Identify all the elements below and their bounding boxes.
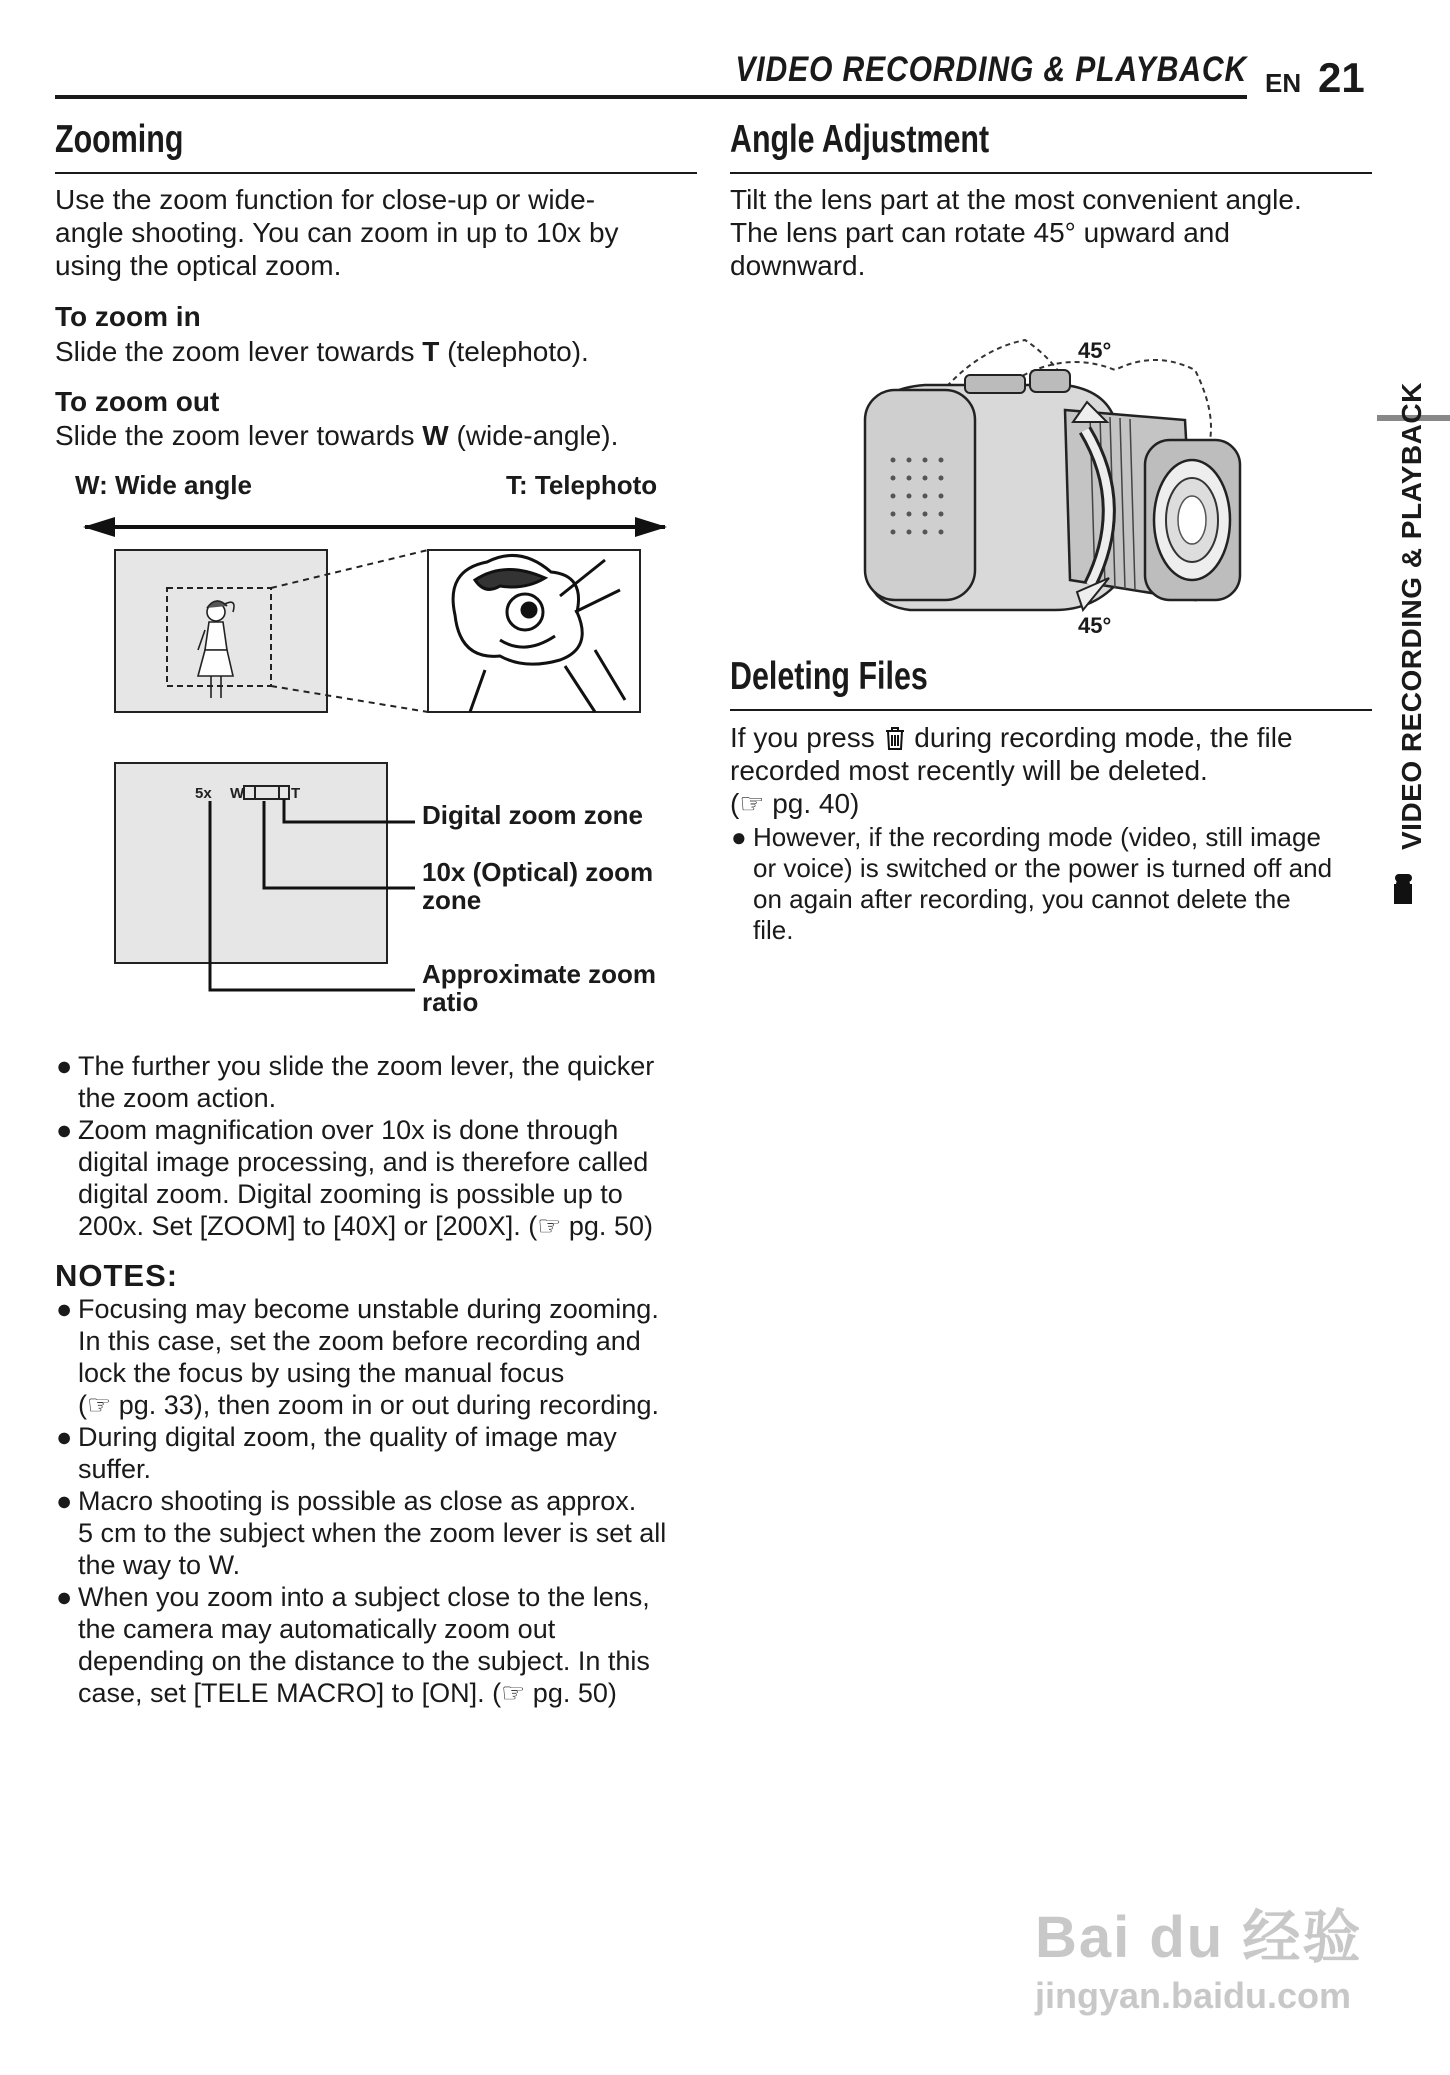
text-line: However, if the recording mode (video, still image bbox=[753, 822, 1321, 852]
angle-title-rule bbox=[730, 172, 1372, 174]
zoom-out-text bbox=[55, 419, 618, 452]
text-line: the camera may automatically zoom out bbox=[78, 1614, 556, 1644]
zoom-in-heading: To zoom in bbox=[55, 301, 201, 332]
zoom-direction-arrow bbox=[83, 517, 667, 537]
zooming-intro bbox=[55, 183, 695, 282]
text-line: the way to W. bbox=[78, 1550, 241, 1580]
header-section-title: VIDEO RECORDING & PLAYBACK bbox=[735, 50, 1247, 89]
text-line: ratio bbox=[422, 987, 479, 1017]
text-line: lock the focus by using the manual focus bbox=[78, 1358, 565, 1388]
angle-text bbox=[730, 183, 1370, 282]
angle-up-label: 45° bbox=[1078, 338, 1112, 363]
text-line: The lens part can rotate 45° upward and bbox=[730, 217, 1230, 248]
zoom-in-text-post: (telephoto). bbox=[439, 336, 589, 367]
bullet-icon: ● bbox=[56, 1115, 73, 1145]
list-item bbox=[55, 1421, 705, 1485]
notes-list bbox=[55, 1293, 705, 1709]
angle-down-label: 45° bbox=[1078, 613, 1112, 638]
header-rule bbox=[55, 95, 1247, 99]
deleting-text-post: during recording mode, the file bbox=[906, 722, 1293, 753]
text-line: digital image processing, and is therefore called bbox=[78, 1147, 649, 1177]
zooming-title: Zooming bbox=[55, 118, 184, 161]
text-line: recorded most recently will be deleted. bbox=[730, 755, 1208, 786]
bullet-icon: ● bbox=[56, 1422, 73, 1452]
text-line: (☞ pg. 40) bbox=[730, 788, 860, 819]
text-line: 10x (Optical) zoom bbox=[422, 857, 654, 887]
bullet-icon: ● bbox=[56, 1582, 73, 1612]
bullet-icon: ● bbox=[56, 1294, 73, 1324]
trash-icon bbox=[883, 725, 907, 751]
zoom-indicator-w: W bbox=[230, 785, 245, 802]
text-line: case, set [TELE MACRO] to [ON]. (☞ pg. 50) bbox=[78, 1678, 617, 1708]
text-line: zone bbox=[422, 885, 482, 915]
optical-zoom-callout bbox=[422, 858, 653, 914]
watermark-brand: Bai du 经验 bbox=[1035, 1905, 1363, 1970]
text-line: file. bbox=[753, 915, 794, 945]
approx-zoom-callout bbox=[422, 960, 656, 1016]
text-line: Focusing may become unstable during zooming. bbox=[78, 1294, 659, 1324]
deleting-bullets bbox=[730, 822, 1380, 946]
zoom-in-text-pre: Slide the zoom lever towards bbox=[55, 336, 423, 367]
text-line: Approximate zoom bbox=[422, 959, 657, 989]
bullet-icon: ● bbox=[56, 1051, 73, 1081]
text-line: angle shooting. You can zoom in up to 10x by bbox=[55, 217, 619, 248]
text-line: The further you slide the zoom lever, the quicker bbox=[78, 1051, 655, 1081]
camcorder-illustration bbox=[855, 330, 1255, 620]
deleting-title-rule bbox=[730, 709, 1372, 711]
telephoto-label: T: Telephoto bbox=[506, 470, 658, 500]
deleting-text bbox=[730, 721, 1380, 820]
text-line: Tilt the lens part at the most convenient angle. bbox=[730, 184, 1302, 215]
text-line bbox=[730, 721, 1380, 754]
zoom-out-key: W bbox=[422, 420, 449, 451]
deleting-files-title: Deleting Files bbox=[730, 655, 928, 698]
zooming-bullets bbox=[55, 1050, 705, 1242]
text-line: Use the zoom function for close-up or wide- bbox=[55, 184, 596, 215]
notes-heading: NOTES: bbox=[55, 1258, 179, 1293]
zoom-illustration bbox=[55, 500, 695, 1020]
zoom-indicator-t: T bbox=[291, 785, 301, 802]
zoom-ratio-readout: 5x bbox=[195, 785, 212, 802]
zoom-in-key: T bbox=[422, 336, 440, 367]
zoom-out-heading: To zoom out bbox=[55, 386, 220, 417]
text-line: downward. bbox=[730, 250, 866, 281]
list-item bbox=[730, 822, 1380, 946]
video-camera-icon bbox=[1390, 872, 1416, 906]
zoom-out-text-post: (wide-angle). bbox=[448, 420, 619, 451]
text-line: 5 cm to the subject when the zoom lever is set all bbox=[78, 1518, 667, 1548]
list-item bbox=[55, 1581, 705, 1709]
text-line: Zoom magnification over 10x is done through bbox=[78, 1115, 619, 1145]
bullet-icon: ● bbox=[56, 1486, 73, 1516]
wide-angle-label: W: Wide angle bbox=[75, 470, 252, 500]
watermark-url: jingyan.baidu.com bbox=[1035, 1975, 1352, 2016]
digital-zoom-callout: Digital zoom zone bbox=[422, 800, 643, 830]
side-tab-label: VIDEO RECORDING & PLAYBACK bbox=[1396, 382, 1427, 850]
text-line: Macro shooting is possible as close as approx. bbox=[78, 1486, 637, 1516]
bullet-icon: ● bbox=[731, 822, 747, 852]
text-line: During digital zoom, the quality of image may bbox=[78, 1422, 617, 1452]
angle-adjustment-title: Angle Adjustment bbox=[730, 118, 990, 161]
text-line: on again after recording, you cannot delete the bbox=[753, 884, 1291, 914]
list-item bbox=[55, 1293, 705, 1421]
page-number: 21 bbox=[1318, 54, 1365, 101]
zoom-in-text bbox=[55, 335, 589, 368]
text-line: suffer. bbox=[78, 1454, 152, 1484]
deleting-text-pre: If you press bbox=[730, 722, 883, 753]
text-line: When you zoom into a subject close to the lens, bbox=[78, 1582, 650, 1612]
text-line: or voice) is switched or the power is turned off and bbox=[753, 853, 1333, 883]
text-line: (☞ pg. 33), then zoom in or out during recording. bbox=[78, 1390, 660, 1420]
text-line: 200x. Set [ZOOM] to [40X] or [200X]. (☞ pg. 50) bbox=[78, 1211, 653, 1241]
text-line: the zoom action. bbox=[78, 1083, 277, 1113]
text-line: depending on the distance to the subject. In this bbox=[78, 1646, 650, 1676]
header-language: EN bbox=[1265, 68, 1302, 98]
list-item bbox=[55, 1050, 705, 1114]
zooming-title-rule bbox=[55, 172, 697, 174]
list-item bbox=[55, 1485, 705, 1581]
list-item bbox=[55, 1114, 705, 1242]
text-line: digital zoom. Digital zooming is possible up to bbox=[78, 1179, 623, 1209]
zoom-out-text-pre: Slide the zoom lever towards bbox=[55, 420, 423, 451]
viewfinder-screen bbox=[115, 763, 387, 963]
text-line: In this case, set the zoom before recording and bbox=[78, 1326, 641, 1356]
text-line: using the optical zoom. bbox=[55, 250, 342, 281]
